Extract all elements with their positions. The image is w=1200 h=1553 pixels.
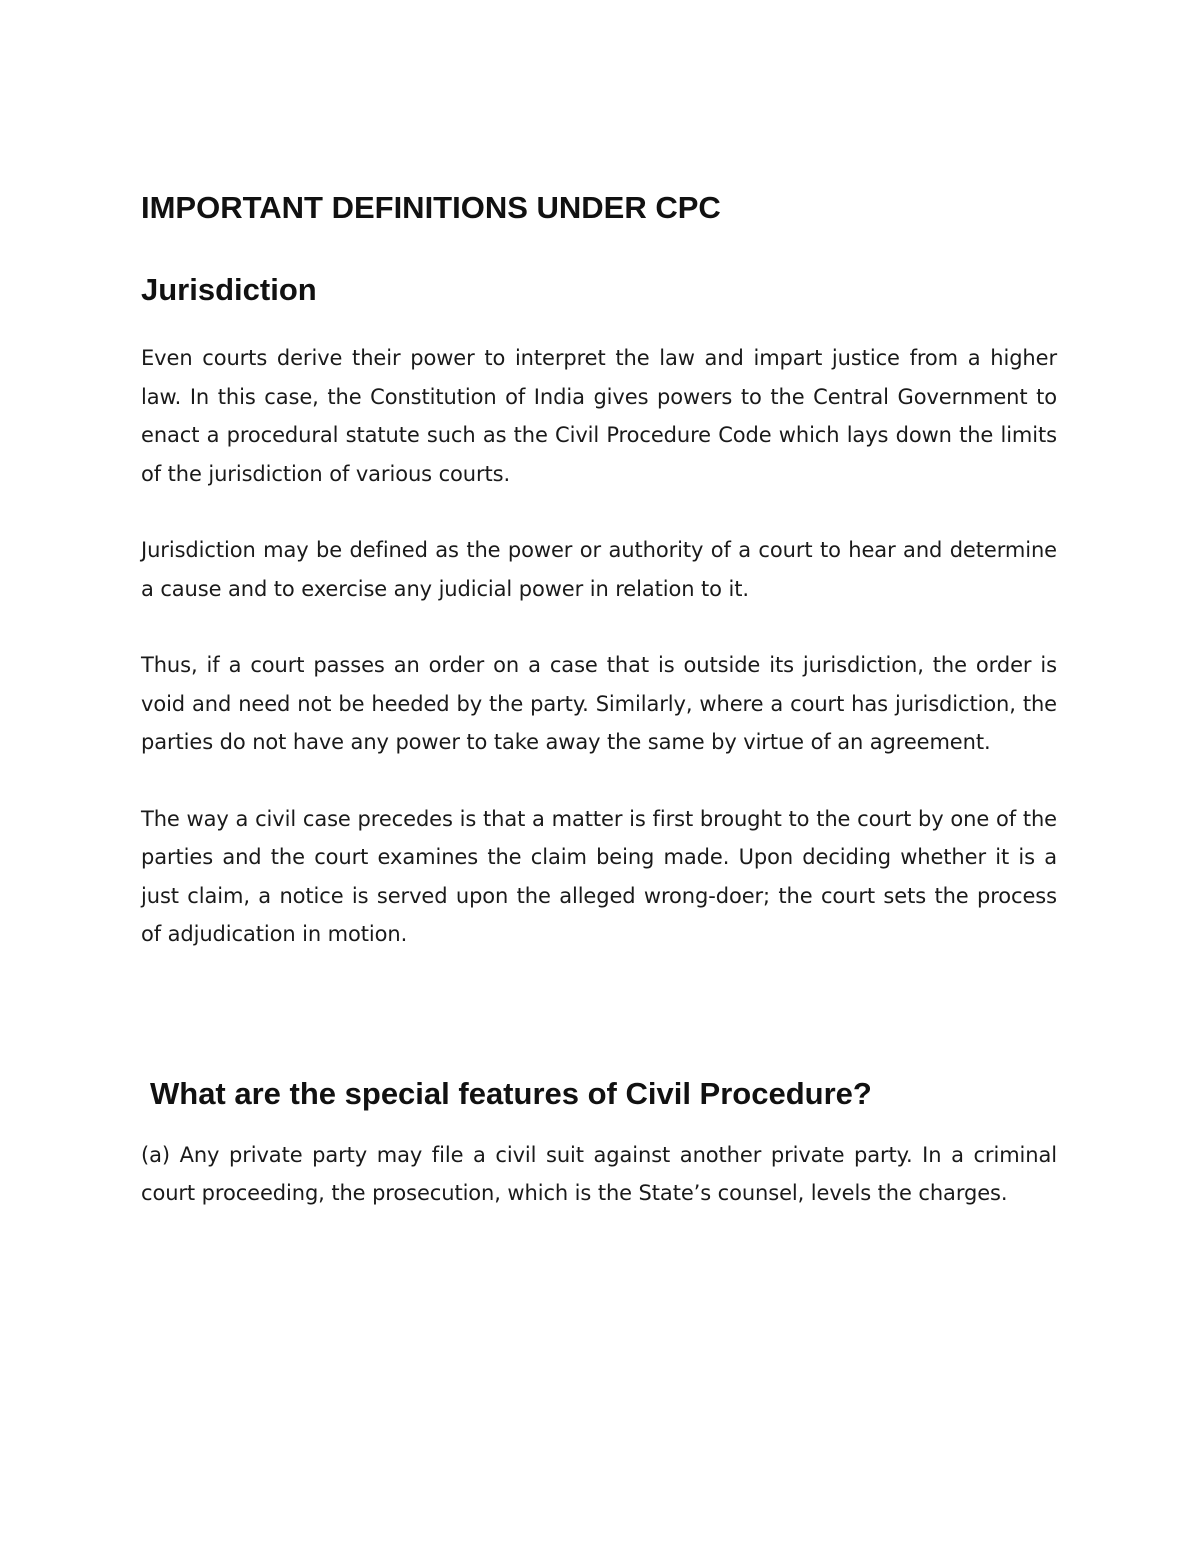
document-body (141, 186, 1057, 1213)
document-title: IMPORTANT DEFINITIONS UNDER CPC (141, 190, 721, 225)
paragraph: (a) Any private party may file a civil suit against another private party. In a criminal court proceeding, the prosecution, which is the State’s counsel, levels the charges. (141, 1142, 1057, 1205)
paragraph: Thus, if a court passes an order on a case that is outside its jurisdiction, the order is void and need not be heeded by the party. Similarly, where a court has jurisdiction, the parties do not have any power to take away the same by virtue of an agreement. (141, 653, 1057, 754)
paragraph: Jurisdiction may be defined as the power or authority of a court to hear and determine a cause and to exercise any judicial power in relation to it. (141, 538, 1057, 601)
paragraph: The way a civil case precedes is that a matter is first brought to the court by one of the parties and the court examines the claim being made. Upon deciding whether it is a just claim, a notice is served upon the alleged wrong-doer; the court sets the process of adjudication in motion. (141, 806, 1057, 946)
section-heading-special-features: What are the special features of Civil Procedure? (150, 1075, 872, 1111)
section-heading-jurisdiction: Jurisdiction (141, 272, 317, 307)
paragraph: Even courts derive their power to interpret the law and impart justice from a higher law. In this case, the Constitution of India gives powers to the Central Government to enact a procedural statute such as the Civil Procedure Code which lays down the limits of the jurisdiction of various courts. (141, 346, 1057, 486)
